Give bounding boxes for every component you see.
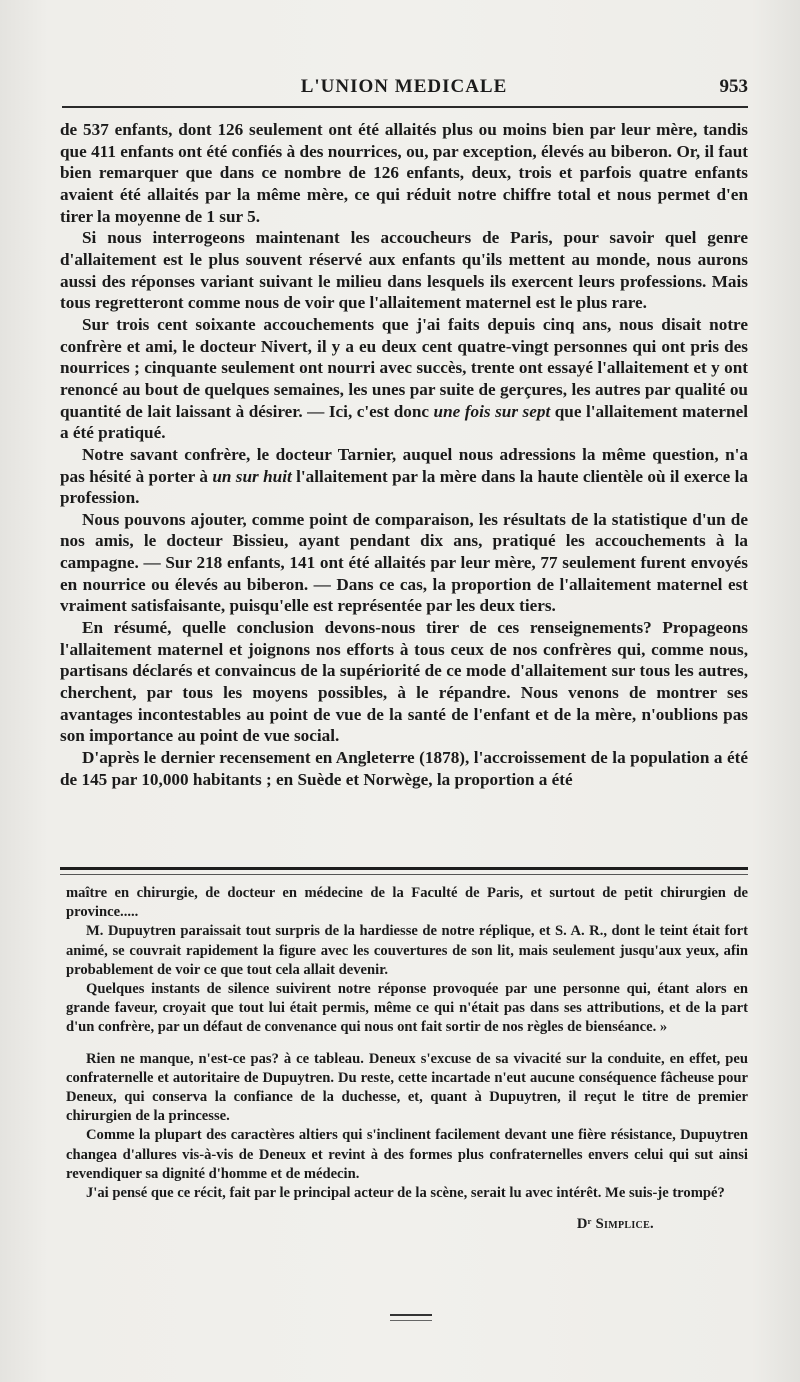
running-header [60,76,748,100]
paragraph-3-emphasis: une fois sur sept [433,401,551,421]
paragraph-7: D'après le dernier recensement en Angleterre (1878), l'accroissement de la population a été de 145 par 10,000 habitants ; en Suède et Norwège, la proportion a été [60,748,748,789]
feuilleton-paragraph-6: J'ai pensé que ce récit, fait par le principal acteur de la scène, serait lu avec intérêt. Me suis-je trompé? [86,1185,725,1202]
paragraph-4-emphasis: un sur huit [212,466,292,486]
paragraph-3 [60,314,748,444]
paragraph-4-text-b: l'allaitement par la mère dans la haute clientèle où il exerce la profession. [60,466,748,508]
header-rule [62,106,748,108]
feuilleton-paragraph-3: Quelques instants de silence suivirent notre réponse provoquée par une personne qui, étant alors en grande faveur, croyait que tout lui était permis, même ce qui n'était pas dans ses attributions, et de la part d'un confrère, par un défaut de convenance qui nous ont fait sortir de nos règles de bienséance. » [66,981,748,1036]
feuilleton-paragraph-2: M. Dupuytren paraissait tout surpris de la hardiesse de notre réplique, et S. A. R., dont le teint était fort animé, se couvrait rapidement la figure avec les couvertures de son lit, mais seulement jusqu'aux yeux, afin probablement de voir ce que tout cela allait devenir. [66,923,748,978]
paragraph-4-text-a: Notre savant confrère, le docteur Tarnier, auquel nous adressions la même question, n'a pas hésité à porter à [60,444,748,486]
paragraph-6: En résumé, quelle conclusion devons-nous tirer de ces renseignements? Propageons l'allaitement maternel et joignons nos efforts à tous ceux de nos confrères qui, comme nous, partisans déclarés et convaincus de la supériorité de ce mode d'allaitement sur tous les autres, cherchent, par tous les moyens possibles, à le répandre. Nous venons de montrer ses avantages incontestables au point de vue de la santé de l'enfant et de la mère, n'oublions pas son importance au point de vue social. [60,618,748,746]
paragraph-3-text-a: Sur trois cent soixante accouchements que j'ai faits depuis cinq ans, nous disait notre confrère et ami, le docteur Nivert, il y a eu deux cent quatre-vingt personnes qui ont pris des nourrices ; cinquante seulement ont nourri avec succès, trente ont essayé l'allaitement et y ont renoncé au bout de quelques semaines, les unes par suite de gerçures, les autres par qualité ou quantité de lait laissant à désirer. — Ici, c'est donc [60,314,748,421]
paragraph-4 [60,444,748,509]
feuilleton-paragraph-5: Comme la plupart des caractères altiers qui s'inclinent facilement devant une fière résistance, Dupuytren changea d'allures vis-à-vis de Deneux et revint à des formes plus confraternelles envers celui qui sut ainsi revendiquer sa dignité d'homme et de médecin. [66,1127,748,1182]
feuilleton-paragraph-1: maître en chirurgie, de docteur en médecine de la Faculté de Paris, et surtout de petit chirurgien de province..... [66,885,748,921]
paragraph-5: Nous pouvons ajouter, comme point de comparaison, les résultats de la statistique d'un de nos amis, le docteur Bissieu, ayant pendant dix ans, pratiqué les accouchements à la campagne. — Sur 218 enfants, 141 ont été allaités par leur mère, 77 seulement furent envoyés en nourrice ou élevés au biberon. — Dans ce cas, la proportion de l'allaitement maternel est vraiment satisfaisante, puisqu'elle est représentée par les deux tiers. [60,509,748,616]
feuilleton-paragraph-4: Rien ne manque, n'est-ce pas? à ce tableau. Deneux s'excuse de sa vivacité sur la conduite, en effet, peu confraternelle et autoritaire de Dupuytren. Du reste, cette incartade n'eut aucune conséquence fâcheuse pour Deneux, qui conserva la confiance de la duchesse, et, quant à Dupuytren, il reçut le titre de premier chirurgien de la princesse. [66,1050,748,1125]
feuilleton-separator [60,867,748,875]
author-signature: Dʳ Simplice. [576,1216,654,1233]
paragraph-1: de 537 enfants, dont 126 seulement ont été allaités plus ou moins bien par leur mère, tandis que 411 enfants ont été confiés à des nourrices, ou, par exception, élevés au biberon. Or, il faut bien remarquer que dans ce nombre de 126 enfants, deux, trois et parfois quatre enfants avaient été allaités par la même mère, ce qui réduit notre chiffre total et nous permet d'en tirer la moyenne de 1 sur 5. [60,120,748,226]
feuilleton-section [66,884,748,1234]
paragraph-2: Si nous interrogeons maintenant les accoucheurs de Paris, pour savoir quel genre d'allaitement est le plus souvent réservé aux enfants qu'ils mettent au monde, nous aurons aussi des réponses variant suivant le milieu dans lesquels ils exercent leurs professions. Mais tous regretteront comme nous de voir que l'allaitement maternel est le plus rare. [60,228,748,313]
page-number: 953 [719,76,748,97]
paragraph-3-text-b: que l'allaitement maternel a été pratiqué. [60,401,748,443]
journal-title: L'UNION MEDICALE [300,76,508,97]
main-article [60,119,748,790]
end-ornament [390,1314,432,1321]
